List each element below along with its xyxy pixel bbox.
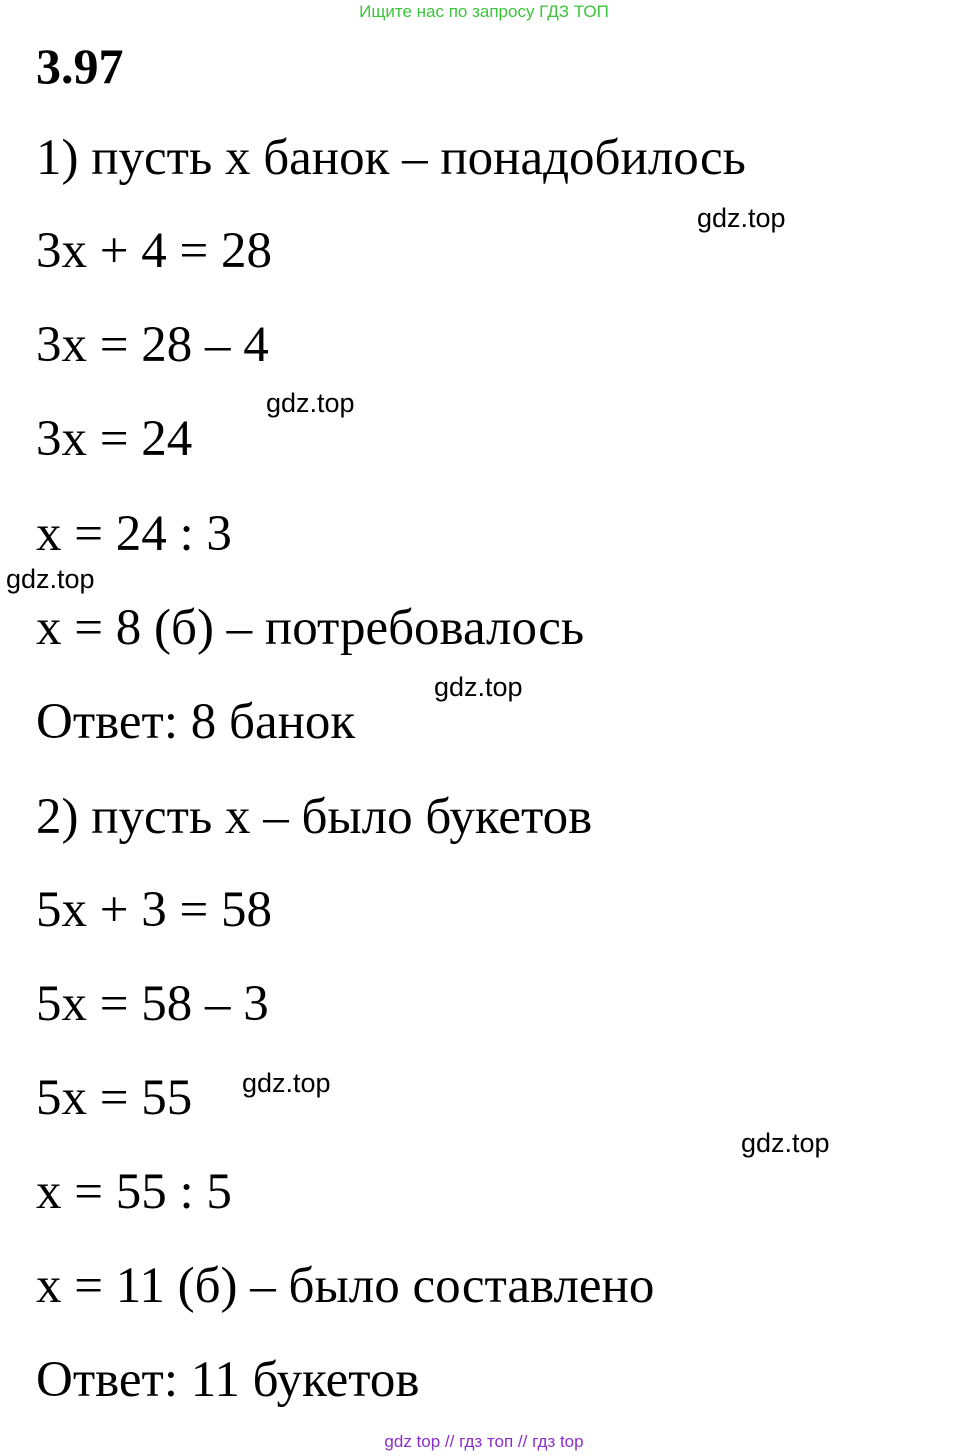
watermark-text: gdz.top <box>6 564 95 594</box>
solution-line: 3х = 24 <box>36 411 193 467</box>
solution-line: х = 8 (б) – потребовалось <box>36 600 585 656</box>
solution-line: 5х + 3 = 58 <box>36 882 273 938</box>
solution-line: 2) пусть х – было букетов <box>36 789 593 845</box>
solution-line: 5х = 55 <box>36 1070 193 1126</box>
answer-line: Ответ: 8 банок <box>36 694 356 750</box>
watermark-text: gdz.top <box>434 672 523 702</box>
top-search-banner: Ищите нас по запросу ГДЗ ТОП <box>359 2 609 21</box>
answer-line: Ответ: 11 букетов <box>36 1352 420 1408</box>
solution-line: 3х = 28 – 4 <box>36 317 269 373</box>
solution-line: х = 55 : 5 <box>36 1164 232 1220</box>
solution-line: х = 24 : 3 <box>36 506 232 562</box>
watermark-text: gdz.top <box>266 388 355 418</box>
bottom-footer-banner: gdz top // гдз топ // гдз top <box>384 1432 584 1451</box>
task-number: 3.97 <box>36 38 124 94</box>
watermark-text: gdz.top <box>697 203 786 233</box>
watermark-text: gdz.top <box>242 1068 331 1098</box>
watermark-text: gdz.top <box>741 1128 830 1158</box>
solution-line: х = 11 (б) – было составлено <box>36 1258 655 1314</box>
solution-line: 3х + 4 = 28 <box>36 223 273 279</box>
solution-line: 5х = 58 – 3 <box>36 976 269 1032</box>
solution-line: 1) пусть х банок – понадобилось <box>36 130 746 186</box>
